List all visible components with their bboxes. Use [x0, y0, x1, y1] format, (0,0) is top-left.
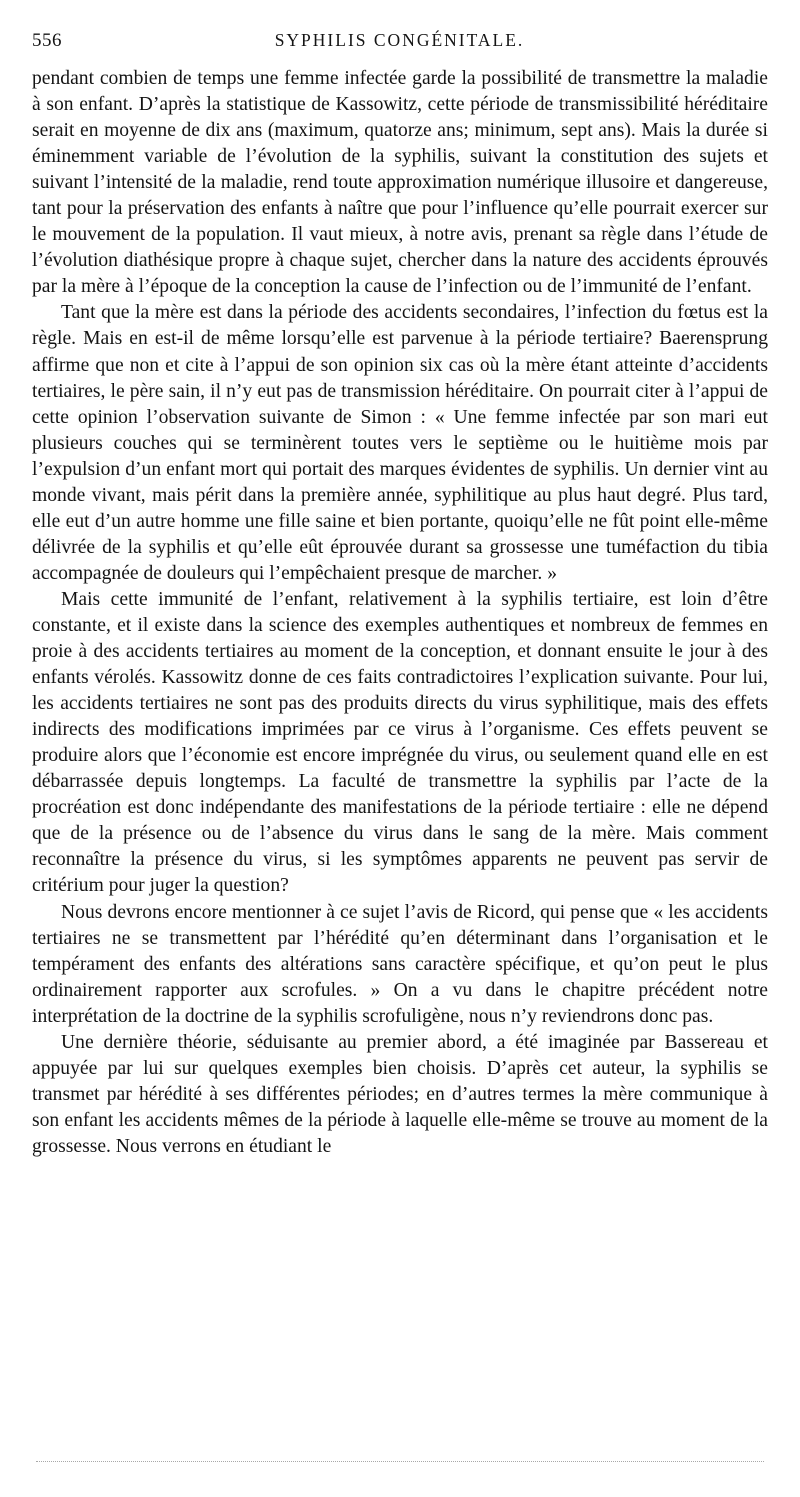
paragraph-4: Nous devrons encore mentionner à ce sujet l’avis de Ricord, qui pense que « les accidents tertiaires ne se transmettent par l’hérédité qu’en déterminant dans l’organisation et le tempérament des enfants des altérations sans caractère spécifique, et qu’on peut le plus ordinairement rapporter aux scrofules. » On a vu dans le chapitre précédent notre interprétation de la doctrine de la syphilis scrofuligène, nous n’y reviendrons donc pas.	[32, 901, 768, 1027]
paragraph-3: Mais cette immunité de l’enfant, relativement à la syphilis tertiaire, est loin d’être constante, et il existe dans la science des exemples authentiques et nombreux de femmes en proie à des accidents tertiaires au moment de la conception, et donnant ensuite le jour à des enfants vérolés. Kassowitz donne de ces faits contradictoires l’explication suivante. Pour lui, les accidents tertiaires ne sont pas des produits directs du virus syphilitique, mais des effets indirects des modifications imprimées par ce virus à l’organisme. Ces effets peuvent se produire alors que l’économie est encore imprégnée du virus, ou seulement quand elle en est débarrassée depuis longtemps. La faculté de transmettre la syphilis par l’acte de la procréation est donc indépendante des manifestations de la période tertiaire : elle ne dépend que de la présence ou de l’absence du virus dans le sang de la mère. Mais comment reconnaître la présence du virus, si les symptômes apparents ne peuvent pas servir de critérium pour juger la question?	[32, 588, 768, 897]
page-number: 556	[32, 30, 62, 51]
paragraph-5: Une dernière théorie, séduisante au premier abord, a été imaginée par Bassereau et appuyée par lui sur quelques exemples bien choisis. D’après cet auteur, la syphilis se transmet par hérédité à ses différentes périodes; en d’autres termes la mère communique à son enfant les accidents mêmes de la période à laquelle elle-même se trouve au moment de la grossesse. Nous verrons en étudiant le	[32, 1031, 768, 1157]
running-title: SYPHILIS CONGÉNITALE.	[274, 30, 525, 50]
bottom-dotted-rule	[36, 1461, 764, 1462]
body-text	[32, 66, 768, 1160]
paragraph-1: pendant combien de temps une femme infectée garde la possibilité de transmettre la maladie à son enfant. D’après la statistique de Kassowitz, cette période de transmissibilité héréditaire serait en moyenne de dix ans (maximum, quatorze ans; minimum, sept ans). Mais la durée si éminemment variable de l’évolution de la syphilis, suivant la constitution des sujets et suivant l’intensité de la maladie, rend toute approximation numérique illusoire et dangereuse, tant pour la préservation des enfants à naître que pour l’influence qu’elle pourrait exercer sur le mouvement de la population. Il vaut mieux, à notre avis, prenant sa règle dans l’étude de l’évolution diathésique propre à chaque sujet, chercher dans la nature des accidents éprouvés par la mère à l’époque de la conception la cause de l’infection ou de l’immunité de l’enfant.	[32, 68, 768, 298]
paragraph-2: Tant que la mère est dans la période des accidents secondaires, l’infection du fœtus est la règle. Mais en est-il de même lorsqu’elle est parvenue à la période tertiaire? Baerensprung affirme que non et cite à l’appui de son opinion six cas où la mère étant atteinte d’accidents tertiaires, le père sain, il n’y eut pas de transmission héréditaire. On pourrait citer à l’appui de cette opinion l’observation suivante de Simon : « Une femme infectée par son mari eut plusieurs couches qui se terminèrent toutes vers le septième ou le huitième mois par l’expulsion d’un enfant mort qui portait des marques évidentes de syphilis. Un dernier vint au monde vivant, mais périt dans la première année, syphilitique au plus haut degré. Plus tard, elle eut d’un autre homme une fille saine et bien portante, quoiqu’elle ne fût point elle-même délivrée de la syphilis et qu’elle eût éprouvée durant sa grossesse une tuméfaction du tibia accompagnée de douleurs qui l’empêchaient presque de marcher. »	[32, 302, 768, 584]
page-header	[32, 30, 767, 58]
